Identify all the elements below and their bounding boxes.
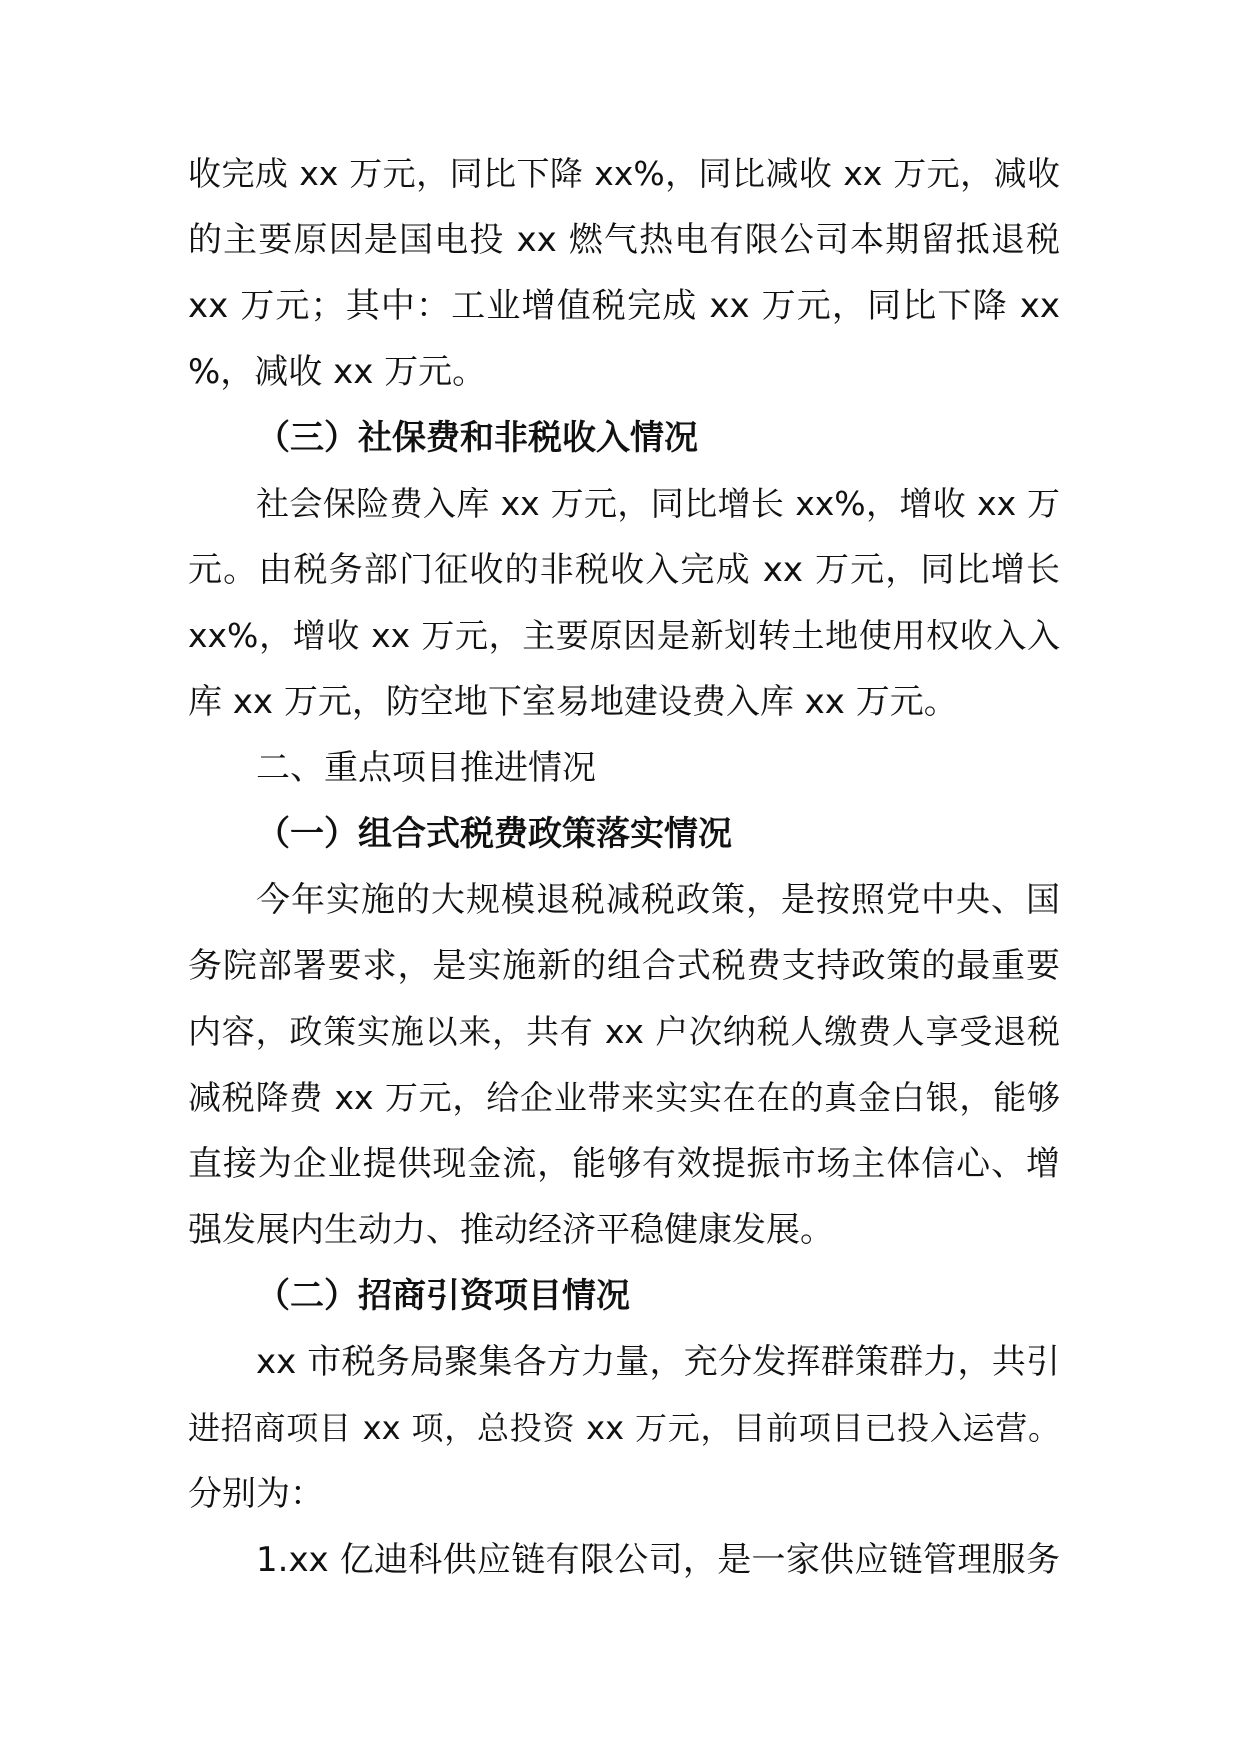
text-line: 的主要原因是国电投 xx 燃气热电有限公司本期留抵退税 (188, 220, 1060, 260)
text-line: 社会保险费入库 xx 万元，同比增长 xx%，增收 xx 万 (256, 484, 1060, 523)
paragraph-tax-reduction (188, 141, 1060, 405)
heading-policy: （一）组合式税费政策落实情况 (256, 814, 732, 854)
text-line: 分别为： (188, 1474, 324, 1514)
section-two-title: 二、重点项目推进情况 (256, 748, 596, 788)
document-body (188, 141, 1060, 1593)
heading-investment: （二）招商引资项目情况 (256, 1276, 630, 1316)
text-line: 今年实施的大规模退税减税政策，是按照党中央、国 (256, 880, 1060, 920)
text-line: xx 万元；其中：工业增值税完成 xx 万元，同比下降 xx (188, 286, 1060, 326)
text-line: 减税降费 xx 万元，给企业带来实实在在的真金白银，能够 (188, 1078, 1060, 1117)
text-line: xx%，增收 xx 万元，主要原因是新划转土地使用权收入入 (188, 616, 1060, 655)
paragraph-investment (188, 1329, 1060, 1527)
text-line: 元。由税务部门征收的非税收入完成 xx 万元，同比增长 (188, 550, 1060, 590)
paragraph-social-security (188, 471, 1060, 735)
text-line: 强发展内生动力、推动经济平稳健康发展。 (188, 1210, 834, 1250)
text-line: 库 xx 万元，防空地下室易地建设费入库 xx 万元。 (188, 682, 958, 722)
text-line: 进招商项目 xx 项，总投资 xx 万元，目前项目已投入运营。 (188, 1409, 1060, 1447)
text-line: 务院部署要求，是实施新的组合式税费支持政策的最重要 (188, 946, 1060, 986)
heading-social-security: （三）社保费和非税收入情况 (256, 418, 698, 458)
text-line: 内容，政策实施以来，共有 xx 户次纳税人缴费人享受退税 (188, 1012, 1060, 1051)
text-line: 收完成 xx 万元，同比下降 xx%，同比减收 xx 万元，减收 (188, 154, 1060, 193)
paragraph-policy (188, 867, 1060, 1263)
list-item: 1.xx 亿迪科供应链有限公司，是一家供应链管理服务 (256, 1540, 1060, 1580)
text-line: %，减收 xx 万元。 (188, 352, 487, 392)
text-line: xx 市税务局聚集各方力量，充分发挥群策群力，共引 (256, 1342, 1060, 1382)
text-line: 直接为企业提供现金流，能够有效提振市场主体信心、增 (188, 1144, 1060, 1184)
